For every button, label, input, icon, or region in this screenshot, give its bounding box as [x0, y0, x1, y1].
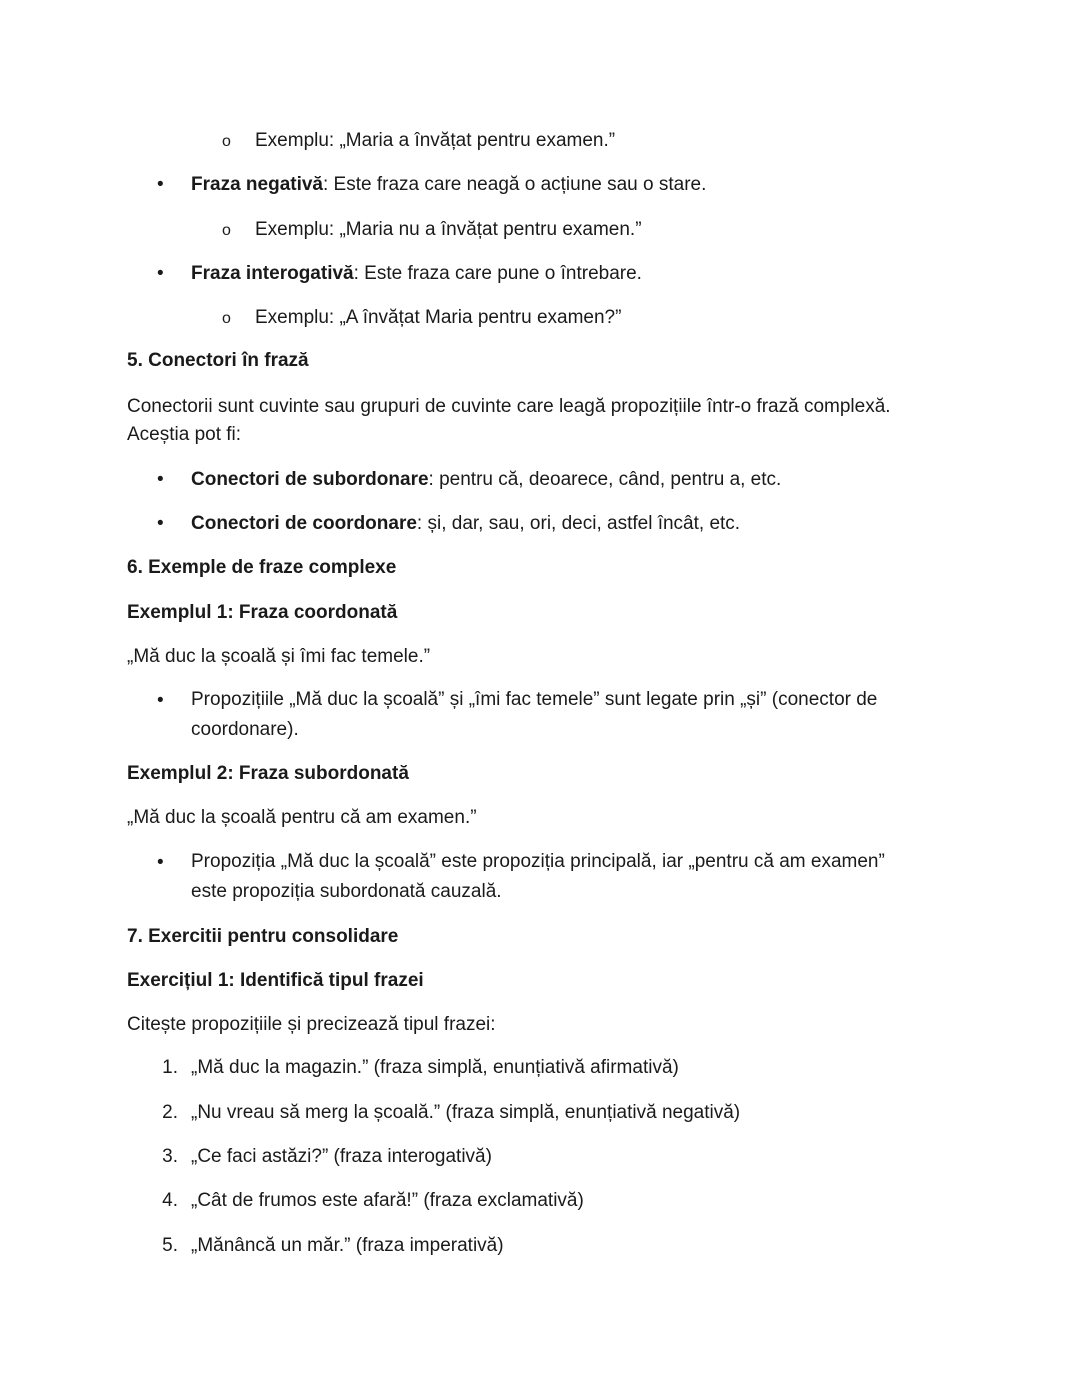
paragraph-line: Propoziția „Mă duc la școală” este propoziția principală, iar „pentru că am examen” [191, 851, 885, 872]
list-number: 3. [162, 1146, 178, 1167]
subsection-heading: Exemplul 1: Fraza coordonată [127, 602, 398, 623]
paragraph-line: este propoziția subordonată cauzală. [191, 881, 502, 902]
example-sentence: „Mă duc la școală și îmi fac temele.” [127, 646, 431, 667]
subsection-heading: Exercițiul 1: Identifică tipul frazei [127, 970, 424, 991]
bullet-marker: • [157, 852, 164, 873]
term-label: Fraza negativă [191, 174, 323, 195]
bullet-marker: • [157, 513, 164, 534]
term-definition: : Este fraza care neagă o acțiune sau o stare. [323, 174, 707, 195]
bullet-marker: • [157, 469, 164, 490]
term-definition: : pentru că, deoarece, când, pentru a, etc. [428, 469, 782, 490]
term-label: Conectori de coordonare [191, 513, 417, 534]
list-number: 4. [162, 1190, 178, 1211]
section-heading: 6. Exemple de fraze complexe [127, 557, 397, 578]
paragraph-line: coordonare). [191, 719, 299, 740]
section-heading: 5. Conectori în frază [127, 350, 309, 371]
list-item-fraza-interogativa [191, 259, 642, 288]
term-definition: : Este fraza care pune o întrebare. [353, 263, 642, 284]
list-number: 2. [162, 1102, 178, 1123]
list-item-subordonare [191, 465, 781, 494]
section-heading: 7. Exercitii pentru consolidare [127, 926, 399, 947]
sub-bullet-marker: o [222, 310, 231, 327]
example-sentence: „Mă duc la școală pentru că am examen.” [127, 807, 477, 828]
example-text: Exemplu: „Maria nu a învățat pentru examen.” [255, 219, 642, 240]
list-item: „Cât de frumos este afară!” (fraza exclamativă) [191, 1190, 584, 1211]
list-item: „Ce faci astăzi?” (fraza interogativă) [191, 1146, 492, 1167]
bullet-marker: • [157, 690, 164, 711]
term-definition: : și, dar, sau, ori, deci, astfel încât, etc. [416, 513, 741, 534]
bullet-marker: • [157, 174, 164, 195]
list-number: 1. [162, 1057, 178, 1078]
example-text: Exemplu: „Maria a învățat pentru examen.” [255, 130, 616, 151]
list-item: „Mă duc la magazin.” (fraza simplă, enunțiativă afirmativă) [191, 1057, 679, 1078]
exercise-intro: Citește propozițiile și precizează tipul frazei: [127, 1014, 496, 1035]
sub-bullet-marker: o [222, 222, 231, 239]
bullet-marker: • [157, 263, 164, 284]
paragraph-line: Aceștia pot fi: [127, 424, 242, 445]
list-number: 5. [162, 1235, 178, 1256]
paragraph-line: Propozițiile „Mă duc la școală” și „îmi fac temele” sunt legate prin „și” (conector de [191, 689, 878, 710]
subsection-heading: Exemplul 2: Fraza subordonată [127, 763, 409, 784]
list-item: „Nu vreau să merg la școală.” (fraza simplă, enunțiativă negativă) [191, 1102, 741, 1123]
term-label: Conectori de subordonare [191, 469, 429, 490]
paragraph-line: Conectorii sunt cuvinte sau grupuri de cuvinte care leagă propozițiile într-o frază complexă. [127, 396, 891, 417]
sub-bullet-marker: o [222, 133, 231, 150]
list-item: „Mănâncă un măr.” (fraza imperativă) [191, 1235, 504, 1256]
term-label: Fraza interogativă [191, 263, 354, 284]
list-item-coordonare [191, 509, 740, 538]
example-text: Exemplu: „A învățat Maria pentru examen?” [255, 307, 622, 328]
list-item-fraza-negativa [191, 170, 706, 199]
